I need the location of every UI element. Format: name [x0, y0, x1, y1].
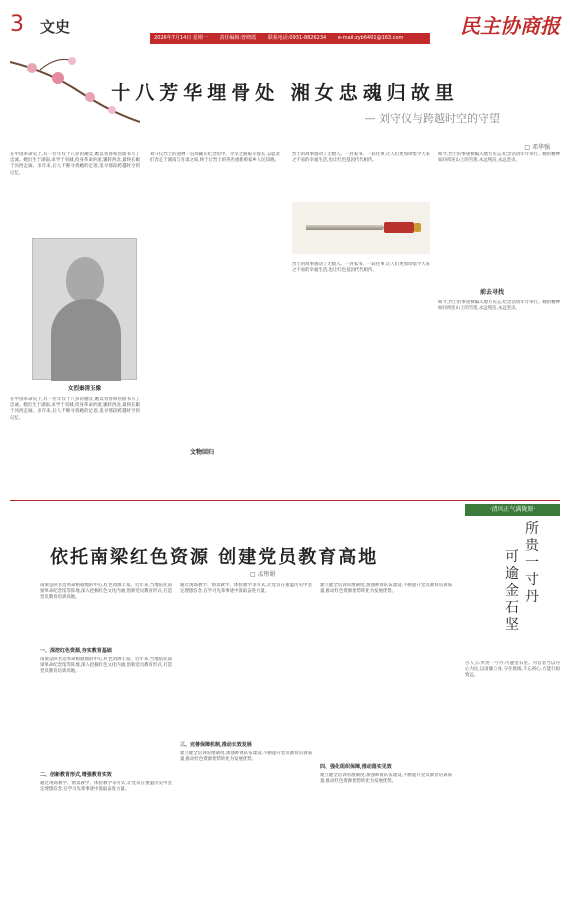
lower-section-heading-4: 四、强化组织保障,推动落实见效 — [320, 764, 392, 770]
lower-column-2b: 建立健全培训管理制度,加强师资队伍建设,不断提升党员教育培训质量,推动红色资源优势转化为发展优势。 — [180, 751, 312, 763]
meta-bar — [150, 33, 430, 44]
relic-handle-shape — [384, 222, 414, 233]
feature-column-1b: 在中国革命史上,有一位年仅十八岁的湘女,她以青春和热血书写了忠诚。她出生于湖南,求学于省城,投身革命洪流,辗转西北,最终长眠于河西走廊。多年来,后人不断寻找她的足迹,追寻那段跨越时空的记忆。 — [10, 397, 140, 421]
newspaper-logo: 民主协商报 — [460, 14, 560, 38]
page-number: 3 — [10, 12, 24, 37]
lower-column-1: 南梁是陕甘边革命根据地的中心,红色资源丰富。近年来,当地依托南梁革命纪念馆等阵地,深入挖掘红色文化内涵,创新党员教育形式,打造党员教育培训高地。 — [40, 583, 172, 601]
essay-title-b: 可逾金石坚 — [505, 549, 519, 633]
feature-column-4: 如今,烈士的事迹被编入地方史志,纪念活动年年举行。她的精神如同祁连山上的雪莲,永远纯洁,永远坚贞。 — [438, 152, 560, 164]
lower-section-heading-3: 三、完善保障机制,推动长效发展 — [180, 742, 252, 748]
feature-title: 十八芳华埋骨处 湘女忠魂归故里 — [111, 82, 459, 104]
lower-title: 依托南梁红色资源 创建党员教育高地 — [50, 547, 379, 568]
essay-column: 古人云:所贵一寸丹,可逾金石坚。为官者当以丹心为民,以清廉立身,守住底线,不忘初心,方能行稳致远。 — [465, 661, 560, 679]
feature-byline: □ 邓华强 — [524, 144, 550, 151]
feature-column-3b: 烈士的故事感动了无数人。一封家书、一段往事,让人们更加珍惜今天来之不易的幸福生活,也让红色基因代代相传。 — [292, 262, 430, 274]
subhead-search: 前去寻找 — [480, 289, 505, 296]
meta-date: 2026年7月14日 星期一 — [154, 35, 208, 41]
lower-section-heading-2: 二、创新教育形式,增强教育实效 — [40, 772, 112, 778]
section-title: 文史 — [40, 18, 71, 36]
feature-column-3: 烈士的故事感动了无数人。一封家书、一段往事,让人们更加珍惜今天来之不易的幸福生活,也让红色基因代代相传。 — [292, 152, 430, 164]
lower-section — [10, 500, 560, 895]
relic-blade-shape — [306, 225, 384, 230]
meta-email: e-mail:zyb6401@163.com — [337, 35, 404, 41]
lower-column-2: 通过现场教学、情景教学、体验教学等方式,让党员在重温历史中坚定理想信念,在学习先辈事迹中汲取奋进力量。 — [180, 583, 312, 595]
portrait-body-shape — [51, 299, 121, 381]
lower-byline: □ 孟彤娟 — [250, 571, 276, 578]
relic-knob-shape — [414, 223, 421, 232]
masthead — [0, 0, 570, 44]
feature-subtitle: — 刘守仪与跨越时空的守望 — [364, 112, 500, 125]
meta-editor: 责任编辑:曾晓霞 — [219, 35, 257, 41]
feature-column-1: 在中国革命史上,有一位年仅十八岁的湘女,她以青春和热血书写了忠诚。她出生于湖南,求学于省城,投身革命洪流,辗转西北,最终长眠于河西走廊。多年来,后人不断寻找她的足迹,追寻那段跨越时空的记忆。 — [10, 152, 140, 176]
lower-section-heading-1: 一、深挖红色资源,夯实教育基础 — [40, 648, 112, 654]
meta-phone: 联系电话:0931-8826234 — [267, 35, 327, 41]
feature-column-4b: 如今,烈士的事迹被编入地方史志,纪念活动年年举行。她的精神如同祁连山上的雪莲,永远纯洁,永远坚贞。 — [438, 300, 560, 312]
lower-column-1c: 通过现场教学、情景教学、体验教学等方式,让党员在重温历史中坚定理想信念,在学习先辈事迹中汲取奋进力量。 — [40, 781, 172, 793]
column-box-header: ·清风正气满陇原· — [465, 504, 560, 516]
feature-article — [10, 52, 560, 472]
feature-column-2: 刘守仪烈士的遗物一直珍藏在纪念馆中。寻亲之路艰辛漫长,志愿者们奔走于湖南与甘肃之间,终于让烈士的英名重新被家乡人民知晓。 — [150, 152, 280, 164]
subhead-relics: 文物回归 — [190, 449, 215, 456]
portrait-head-shape — [66, 257, 104, 303]
relic-photo — [292, 202, 430, 254]
martyr-portrait-photo — [32, 238, 137, 380]
lower-column-3b: 建立健全培训管理制度,加强师资队伍建设,不断提升党员教育培训质量,推动红色资源优势转化为发展优势。 — [320, 773, 452, 785]
essay-title-a: 所贵一寸丹 — [525, 521, 539, 605]
lower-column-1b: 南梁是陕甘边革命根据地的中心,红色资源丰富。近年来,当地依托南梁革命纪念馆等阵地,深入挖掘红色文化内涵,创新党员教育形式,打造党员教育培训高地。 — [40, 657, 172, 675]
lower-column-3: 建立健全培训管理制度,加强师资队伍建设,不断提升党员教育培训质量,推动红色资源优势转化为发展优势。 — [320, 583, 452, 595]
photo-caption: 女烈秦清玉像 — [67, 386, 101, 392]
